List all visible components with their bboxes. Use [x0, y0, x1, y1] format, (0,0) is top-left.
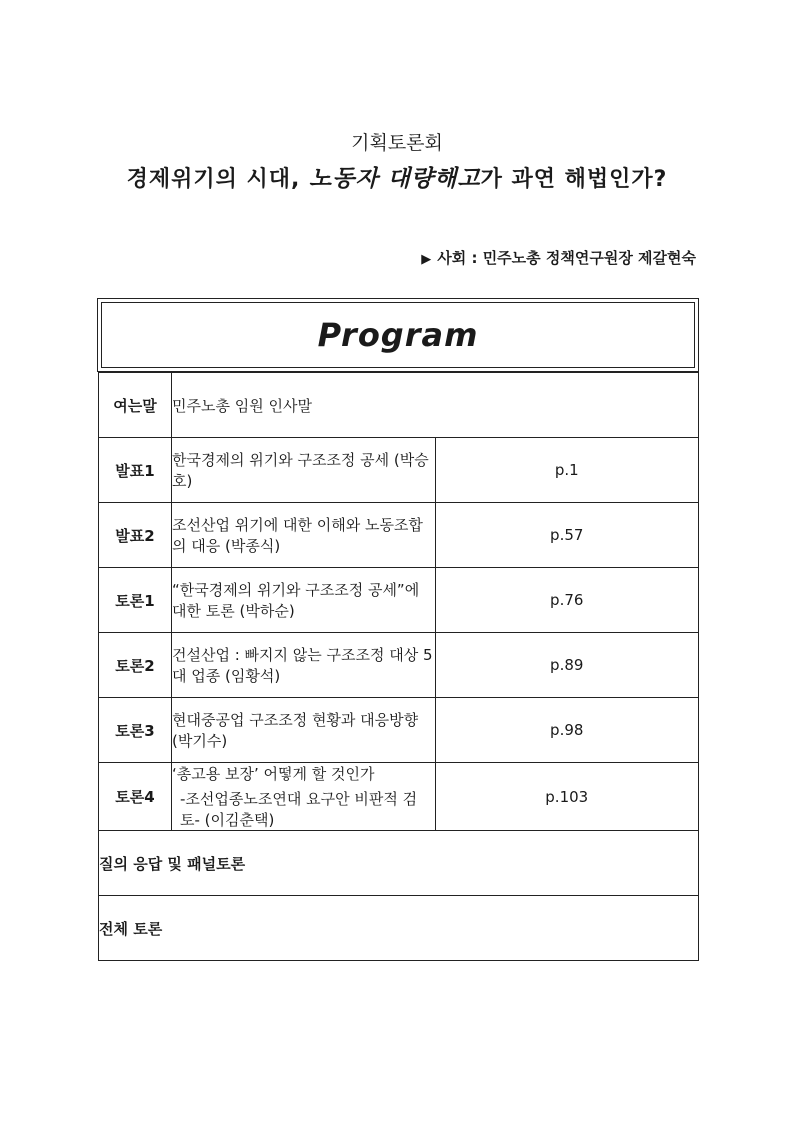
- triangle-right-icon: ▶: [421, 252, 432, 267]
- row-page: p.1: [435, 438, 699, 503]
- table-row: [99, 373, 699, 438]
- row-label: 토론2: [99, 633, 172, 698]
- row-label: 발표2: [99, 503, 172, 568]
- event-title-part1: 경제위기의 시대,: [126, 167, 310, 192]
- row-title: 민주노총 임원 인사말: [172, 373, 699, 438]
- table-row: [99, 503, 699, 568]
- row-page: p.103: [435, 763, 699, 831]
- row-label: 토론1: [99, 568, 172, 633]
- row-title: 한국경제의 위기와 구조조정 공세 (박승호): [172, 438, 436, 503]
- table-row: [99, 698, 699, 763]
- event-title-emphasis: 노동자 대량해고: [309, 166, 481, 192]
- program-heading-inner: [101, 302, 695, 368]
- row-title: 현대중공업 구조조정 현황과 대응방향 (박기수): [172, 698, 436, 763]
- table-row: [99, 763, 699, 831]
- program-table: [98, 372, 699, 961]
- row-label: 토론3: [99, 698, 172, 763]
- program-heading-box: [97, 298, 699, 372]
- event-title: [0, 160, 794, 193]
- table-row: [99, 831, 699, 896]
- row-title-multiline: [172, 763, 436, 831]
- row-title: 건설산업 : 빠지지 않는 구조조정 대상 5대 업종 (임황석): [172, 633, 436, 698]
- program-heading: Program: [317, 316, 479, 354]
- table-row: [99, 633, 699, 698]
- row-page: p.98: [435, 698, 699, 763]
- event-subtitle: 기획토론회: [351, 132, 443, 154]
- row-title: ‘총고용 보장’ 어떻게 할 것인가: [172, 765, 375, 783]
- event-title-part2: 가 과연 해법인가?: [480, 167, 668, 192]
- row-label: 여는말: [99, 373, 172, 438]
- row-title-second-line: -조선업종노조연대 요구안 비판적 검토- (이김춘택): [180, 790, 418, 829]
- table-row: [99, 438, 699, 503]
- row-page: p.76: [435, 568, 699, 633]
- row-label: 발표1: [99, 438, 172, 503]
- row-page: p.89: [435, 633, 699, 698]
- closing-session: 질의 응답 및 패널토론: [99, 831, 699, 896]
- table-row: [99, 896, 699, 961]
- row-label: 토론4: [99, 763, 172, 831]
- table-row: [99, 568, 699, 633]
- moderator-line: [421, 247, 696, 268]
- moderator-text: 사회 : 민주노총 정책연구원장 제갈현숙: [437, 249, 696, 267]
- closing-session: 전체 토론: [99, 896, 699, 961]
- row-title: 조선산업 위기에 대한 이해와 노동조합의 대응 (박종식): [172, 503, 436, 568]
- row-title: “한국경제의 위기와 구조조정 공세”에 대한 토론 (박하순): [172, 568, 436, 633]
- row-page: p.57: [435, 503, 699, 568]
